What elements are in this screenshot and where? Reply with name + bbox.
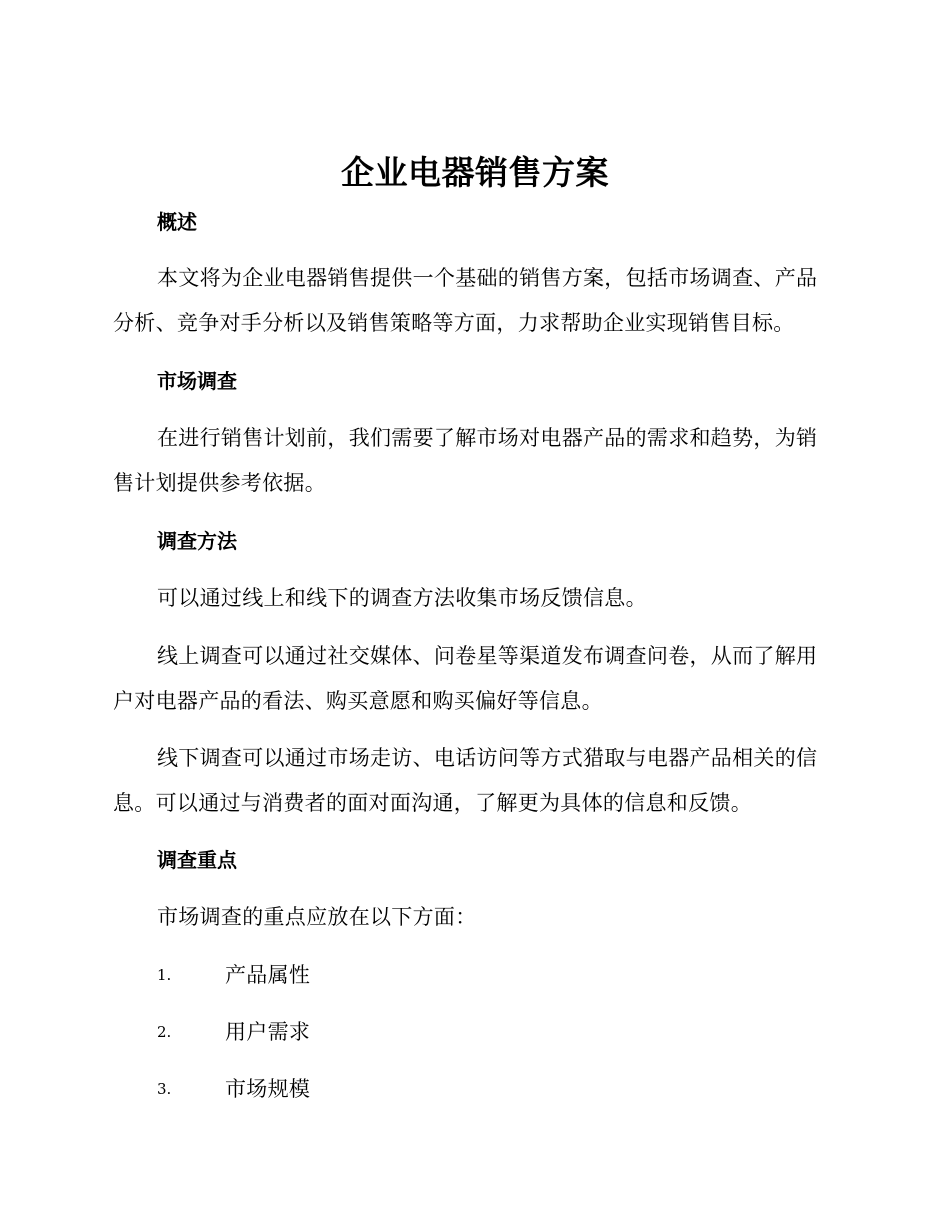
list-item-number: 3.: [157, 1080, 172, 1098]
section-heading-research-focus: 调查重点: [157, 848, 237, 872]
list-item-text: 用户需求: [225, 1020, 311, 1044]
document-title: 企业电器销售方案: [341, 153, 609, 192]
online-research-paragraph: 线上调查可以通过社交媒体、问卷星等渠道发布调查问卷，从而了解用户对电器产品的看法、购买意愿和购买偏好等信息。: [113, 644, 818, 713]
section-heading-research-methods: 调查方法: [157, 529, 237, 553]
research-focus-intro: 市场调查的重点应放在以下方面：: [157, 905, 477, 929]
list-item-number: 2.: [157, 1023, 172, 1041]
research-methods-intro: 可以通过线上和线下的调查方法收集市场反馈信息。: [157, 586, 647, 610]
overview-paragraph: 本文将为企业电器销售提供一个基础的销售方案，包括市场调查、产品分析、竞争对手分析以及销售策略等方面，力求帮助企业实现销售目标。: [113, 266, 818, 335]
section-heading-overview: 概述: [157, 210, 197, 234]
offline-research-paragraph: 线下调查可以通过市场走访、电话访问等方式猎取与电器产品相关的信息。可以通过与消费者的面对面沟通，了解更为具体的信息和反馈。: [113, 746, 818, 815]
section-heading-market-research: 市场调查: [157, 369, 237, 393]
list-item-text: 市场规模: [225, 1077, 311, 1101]
list-item-number: 1.: [157, 966, 172, 984]
market-research-paragraph: 在进行销售计划前，我们需要了解市场对电器产品的需求和趋势，为销售计划提供参考依据。: [113, 426, 818, 495]
list-item-text: 产品属性: [225, 963, 311, 987]
